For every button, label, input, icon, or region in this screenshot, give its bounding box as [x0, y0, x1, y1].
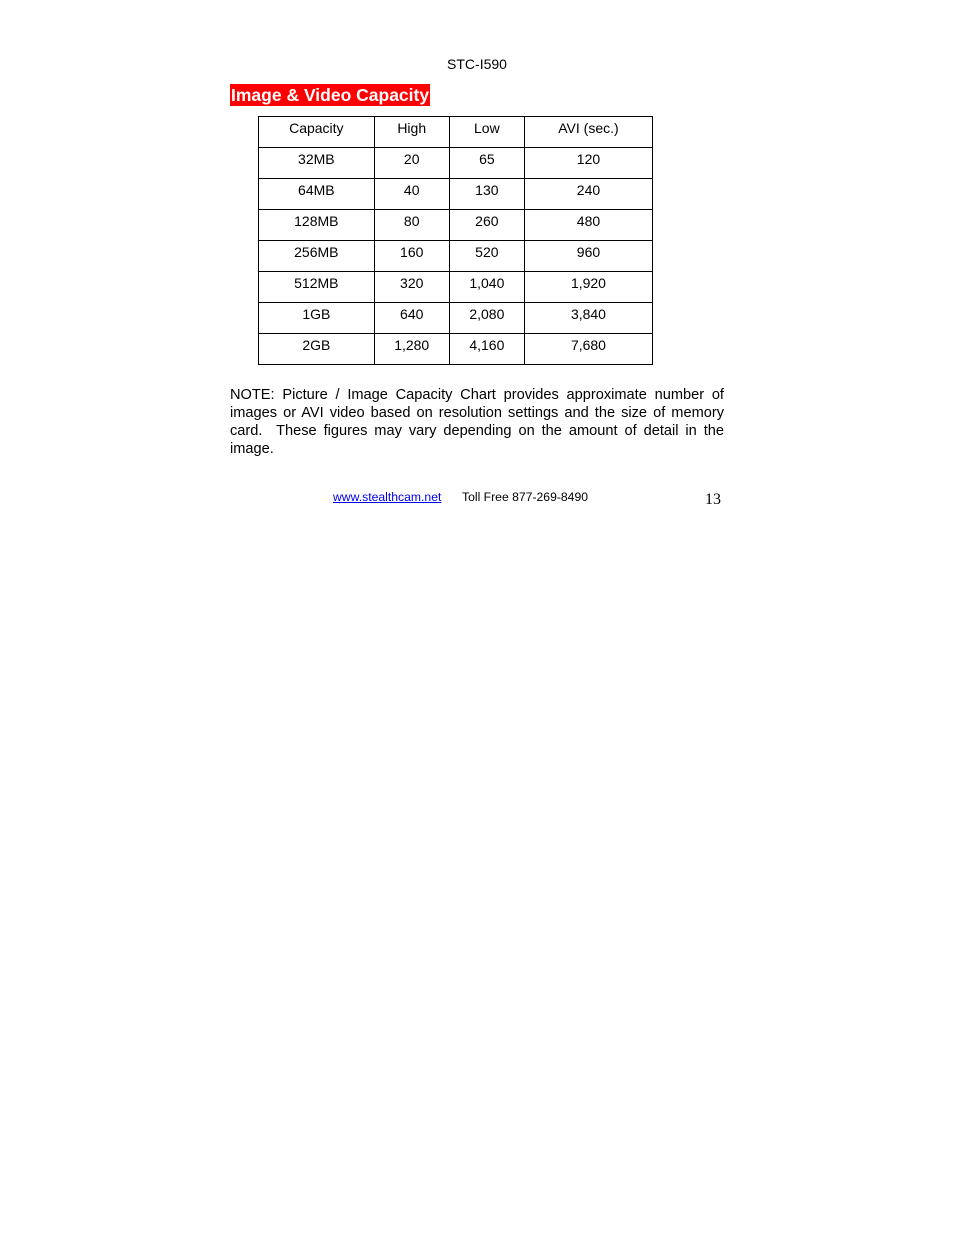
- table-header-row: [259, 117, 653, 148]
- capacity-cell: 64MB: [259, 179, 375, 210]
- table-row: [259, 272, 653, 303]
- capacity-cell: 1GB: [259, 303, 375, 334]
- capacity-table: [258, 116, 653, 365]
- page-number: 13: [705, 491, 721, 508]
- high-cell: 640: [374, 303, 449, 334]
- capacity-cell: 2GB: [259, 334, 375, 365]
- low-cell: 4,160: [449, 334, 524, 365]
- avi-cell: 240: [524, 179, 652, 210]
- table-row: [259, 241, 653, 272]
- high-cell: 40: [374, 179, 449, 210]
- low-cell: 520: [449, 241, 524, 272]
- table-row: [259, 334, 653, 365]
- low-cell: 2,080: [449, 303, 524, 334]
- low-cell: 65: [449, 148, 524, 179]
- column-header-capacity: Capacity: [259, 117, 375, 148]
- table-row: [259, 148, 653, 179]
- low-cell: 130: [449, 179, 524, 210]
- section-title: Image & Video Capacity: [231, 85, 430, 105]
- avi-cell: 3,840: [524, 303, 652, 334]
- capacity-cell: 32MB: [259, 148, 375, 179]
- capacity-cell: 128MB: [259, 210, 375, 241]
- avi-cell: 480: [524, 210, 652, 241]
- website-link[interactable]: www.stealthcam.net: [333, 490, 442, 504]
- capacity-cell: 512MB: [259, 272, 375, 303]
- toll-free-phone: Toll Free 877-269-8490: [462, 490, 589, 504]
- capacity-note: NOTE: Picture / Image Capacity Chart provides approximate number of images or AVI video based on resolution settings and the size of memory card. These figures may vary depending on the amount of detail in the image.: [230, 387, 729, 457]
- avi-cell: 7,680: [524, 334, 652, 365]
- high-cell: 80: [374, 210, 449, 241]
- low-cell: 1,040: [449, 272, 524, 303]
- avi-cell: 120: [524, 148, 652, 179]
- table-row: [259, 303, 653, 334]
- low-cell: 260: [449, 210, 524, 241]
- capacity-cell: 256MB: [259, 241, 375, 272]
- column-header-low: Low: [449, 117, 524, 148]
- model-number: STC-I590: [447, 56, 507, 72]
- table-row: [259, 179, 653, 210]
- high-cell: 20: [374, 148, 449, 179]
- high-cell: 160: [374, 241, 449, 272]
- high-cell: 1,280: [374, 334, 449, 365]
- column-header-high: High: [374, 117, 449, 148]
- column-header-avi: AVI (sec.): [524, 117, 652, 148]
- table-row: [259, 210, 653, 241]
- avi-cell: 1,920: [524, 272, 652, 303]
- avi-cell: 960: [524, 241, 652, 272]
- high-cell: 320: [374, 272, 449, 303]
